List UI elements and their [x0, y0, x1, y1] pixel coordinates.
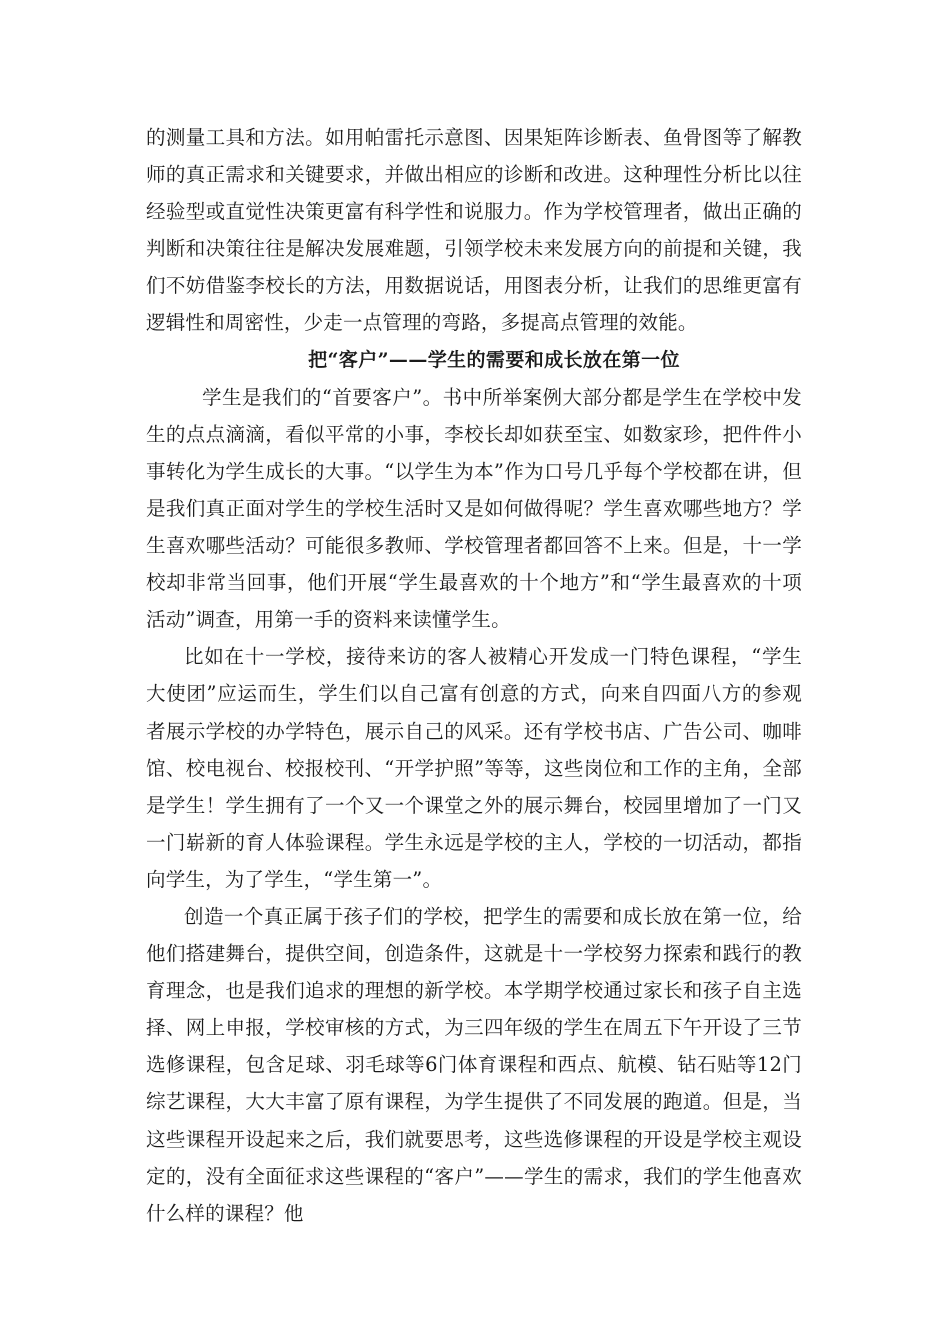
document-body: [146, 119, 802, 1232]
paragraph-first-customer: 学生是我们的“首要客户”。书中所举案例大部分都是学生在学校中发生的点点滴滴，看似平常的小事，李校长却如获至宝、如数家珍，把件件小事转化为学生成长的大事。“以学生为本”作为口号几乎每个学校都在讲，但是我们真正面对学生的学校生活时又是如何做得呢？学生喜欢哪些地方？学生喜欢哪些活动？可能很多教师、学校管理者都回答不上来。但是，十一学校却非常当回事，他们开展“学生最喜欢的十个地方”和“学生最喜欢的十项活动”调查，用第一手的资料来读懂学生。: [146, 385, 802, 632]
paragraph-student-ambassadors: 比如在十一学校，接待来访的客人被精心开发成一门特色课程，“学生大使团”应运而生，学生们以自己富有创意的方式，向来自四面八方的参观者展示学校的办学特色，展示自己的风采。还有学校书店、广告公司、咖啡馆、校电视台、校报校刊、“开学护照”等等，这些岗位和工作的主角，全部是学生！学生拥有了一个又一个课堂之外的展示舞台，校园里增加了一门又一门崭新的育人体验课程。学生永远是学校的主人，学校的一切活动，都指向学生，为了学生，“学生第一”。: [146, 645, 802, 891]
section-heading: 把“客户”——学生的需要和成长放在第一位: [308, 348, 680, 371]
paragraph-elective-courses: 创造一个真正属于孩子们的学校，把学生的需要和成长放在第一位，给他们搭建舞台，提供空间，创造条件，这就是十一学校努力探索和践行的教育理念，也是我们追求的理想的新学校。本学期学校通过家长和孩子自主选择、网上申报，学校审核的方式，为三四年级的学生在周五下午开设了三节选修课程，包含足球、羽毛球等6门体育课程和西点、航模、钻石贴等12门综艺课程，大大丰富了原有课程，为学生提供了不同发展的跑道。但是，当这些课程开设起来之后，我们就要思考，这些选修课程的开设是学校主观设定的，没有全面征求这些课程的“客户”——学生的需求，我们的学生他喜欢什么样的课程？他: [146, 904, 802, 1225]
paragraph-continued: 的测量工具和方法。如用帕雷托示意图、因果矩阵诊断表、鱼骨图等了解教师的真正需求和关键要求，并做出相应的诊断和改进。这种理性分析比以往经验型或直觉性决策更富有科学性和说服力。作为学校管理者，做出正确的判断和决策往往是解决发展难题，引领学校未来发展方向的前提和关键，我们不妨借鉴李校长的方法，用数据说话，用图表分析，让我们的思维更富有逻辑性和周密性，少走一点管理的弯路，多提高点管理的效能。: [146, 126, 802, 335]
